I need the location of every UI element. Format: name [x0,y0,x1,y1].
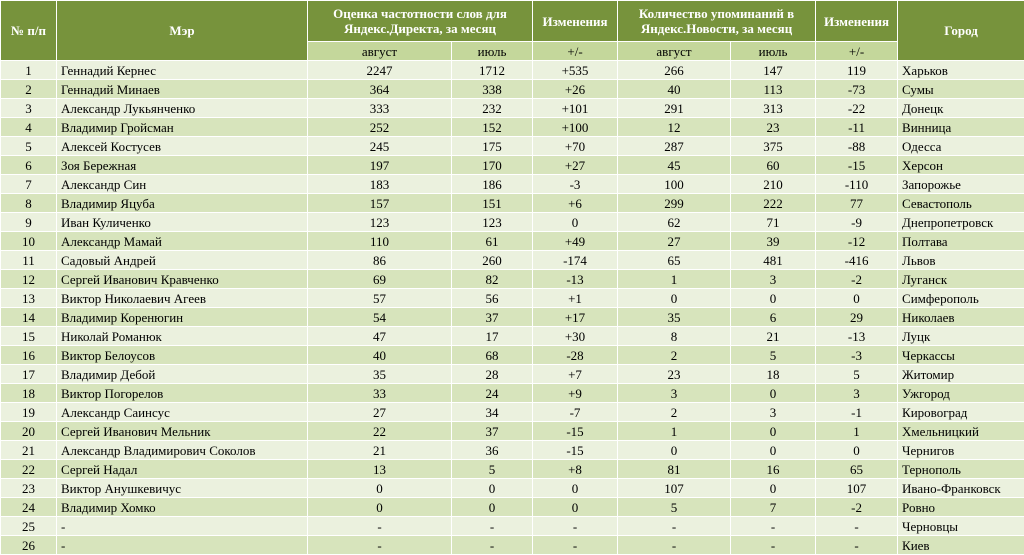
cell-num: 1 [1,61,57,80]
cell-city: Севастополь [898,194,1024,213]
cell-news-august: 2 [618,346,731,365]
cell-direct-july: 17 [452,327,533,346]
cell-news-august: 291 [618,99,731,118]
cell-direct-july: 123 [452,213,533,232]
cell-news-delta: - [816,517,898,536]
cell-news-delta: -9 [816,213,898,232]
cell-num: 21 [1,441,57,460]
cell-mayor: Сергей Надал [57,460,308,479]
cell-news-delta: 65 [816,460,898,479]
cell-city: Черновцы [898,517,1024,536]
cell-news-july: 113 [731,80,816,99]
cell-mayor: Александр Владимирович Соколов [57,441,308,460]
cell-direct-august: 54 [308,308,452,327]
cell-news-august: 40 [618,80,731,99]
table-row [1,270,1024,289]
table-row [1,308,1024,327]
cell-direct-august: 245 [308,137,452,156]
cell-direct-august: 197 [308,156,452,175]
cell-mayor: - [57,517,308,536]
cell-news-july: 7 [731,498,816,517]
cell-news-delta: 0 [816,289,898,308]
table-row [1,498,1024,517]
table-row [1,99,1024,118]
table-row [1,403,1024,422]
table-row [1,251,1024,270]
cell-direct-july: 36 [452,441,533,460]
cell-mayor: - [57,536,308,555]
table-header [1,1,1024,61]
cell-direct-delta: +101 [533,99,618,118]
cell-city: Николаев [898,308,1024,327]
cell-news-august: 23 [618,365,731,384]
cell-mayor: Сергей Иванович Мельник [57,422,308,441]
cell-mayor: Владимир Гройсман [57,118,308,137]
cell-num: 7 [1,175,57,194]
cell-news-july: 0 [731,479,816,498]
cell-city: Киев [898,536,1024,555]
cell-city: Винница [898,118,1024,137]
cell-news-july: 60 [731,156,816,175]
cell-direct-delta: +6 [533,194,618,213]
cell-city: Черкассы [898,346,1024,365]
table-row [1,194,1024,213]
cell-direct-delta: -174 [533,251,618,270]
cell-direct-delta: -3 [533,175,618,194]
cell-num: 10 [1,232,57,251]
cell-city: Ужгород [898,384,1024,403]
table-row [1,232,1024,251]
cell-num: 13 [1,289,57,308]
cell-direct-delta: -13 [533,270,618,289]
cell-direct-delta: +70 [533,137,618,156]
cell-num: 17 [1,365,57,384]
cell-direct-july: 37 [452,308,533,327]
cell-num: 25 [1,517,57,536]
cell-direct-delta: 0 [533,498,618,517]
cell-direct-july: 37 [452,422,533,441]
cell-city: Симферополь [898,289,1024,308]
header-direct-august: август [308,42,452,61]
cell-news-august: 0 [618,289,731,308]
cell-direct-delta: 0 [533,479,618,498]
cell-city: Ивано-Франковск [898,479,1024,498]
cell-direct-delta: +535 [533,61,618,80]
cell-direct-delta: +26 [533,80,618,99]
cell-city: Хмельницкий [898,422,1024,441]
cell-direct-july: 338 [452,80,533,99]
cell-direct-august: 157 [308,194,452,213]
cell-num: 20 [1,422,57,441]
cell-direct-august: - [308,517,452,536]
cell-mayor: Зоя Бережная [57,156,308,175]
cell-news-august: 299 [618,194,731,213]
cell-direct-august: 110 [308,232,452,251]
cell-news-august: 35 [618,308,731,327]
cell-mayor: Владимир Хомко [57,498,308,517]
cell-city: Луганск [898,270,1024,289]
cell-direct-august: 333 [308,99,452,118]
cell-city: Тернополь [898,460,1024,479]
cell-direct-delta: +7 [533,365,618,384]
cell-news-delta: -416 [816,251,898,270]
cell-direct-august: 35 [308,365,452,384]
table-row [1,441,1024,460]
table-row [1,346,1024,365]
cell-num: 5 [1,137,57,156]
cell-direct-august: 13 [308,460,452,479]
table-row [1,517,1024,536]
cell-news-delta: 77 [816,194,898,213]
cell-news-august: 12 [618,118,731,137]
table-row [1,384,1024,403]
cell-news-august: 3 [618,384,731,403]
cell-mayor: Геннадий Кернес [57,61,308,80]
cell-num: 23 [1,479,57,498]
cell-city: Одесса [898,137,1024,156]
cell-city: Чернигов [898,441,1024,460]
table-row [1,118,1024,137]
cell-num: 24 [1,498,57,517]
cell-news-delta: -2 [816,498,898,517]
cell-news-delta: 1 [816,422,898,441]
table-row [1,289,1024,308]
cell-city: Полтава [898,232,1024,251]
cell-direct-delta: -15 [533,422,618,441]
cell-mayor: Садовый Андрей [57,251,308,270]
cell-news-august: 1 [618,422,731,441]
header-news-group: Количество упоминаний в Яндекс.Новости, за месяц [618,1,816,42]
cell-direct-august: 183 [308,175,452,194]
cell-mayor: Алексей Костусев [57,137,308,156]
cell-news-delta: -13 [816,327,898,346]
cell-direct-july: - [452,536,533,555]
cell-direct-delta: -15 [533,441,618,460]
cell-news-august: - [618,536,731,555]
cell-news-july: 6 [731,308,816,327]
cell-news-august: 27 [618,232,731,251]
cell-direct-delta: +8 [533,460,618,479]
cell-direct-delta: - [533,536,618,555]
cell-news-august: 81 [618,460,731,479]
cell-direct-july: 61 [452,232,533,251]
header-direct-delta: +/- [533,42,618,61]
cell-direct-delta: +100 [533,118,618,137]
cell-direct-july: 0 [452,498,533,517]
cell-news-july: 0 [731,384,816,403]
cell-num: 8 [1,194,57,213]
cell-city: Львов [898,251,1024,270]
cell-direct-july: 24 [452,384,533,403]
cell-city: Житомир [898,365,1024,384]
cell-news-july: 375 [731,137,816,156]
cell-direct-delta: +17 [533,308,618,327]
cell-direct-august: 86 [308,251,452,270]
cell-num: 6 [1,156,57,175]
cell-mayor: Виктор Николаевич Агеев [57,289,308,308]
table-row [1,213,1024,232]
cell-num: 12 [1,270,57,289]
cell-news-july: 21 [731,327,816,346]
cell-direct-july: 170 [452,156,533,175]
cell-news-august: 5 [618,498,731,517]
cell-direct-delta: +30 [533,327,618,346]
cell-news-delta: -2 [816,270,898,289]
cell-city: Днепропетровск [898,213,1024,232]
cell-direct-july: 56 [452,289,533,308]
table-row [1,137,1024,156]
table-row [1,460,1024,479]
header-news-august: август [618,42,731,61]
table-row [1,422,1024,441]
cell-mayor: Геннадий Минаев [57,80,308,99]
cell-direct-delta: -28 [533,346,618,365]
header-num: № п/п [1,1,57,61]
header-direct-july: июль [452,42,533,61]
cell-news-july: 39 [731,232,816,251]
cell-news-july: 0 [731,289,816,308]
cell-news-delta: 5 [816,365,898,384]
cell-news-august: 287 [618,137,731,156]
cell-num: 2 [1,80,57,99]
cell-direct-july: 186 [452,175,533,194]
cell-news-august: 8 [618,327,731,346]
cell-direct-august: 22 [308,422,452,441]
cell-news-delta: -12 [816,232,898,251]
cell-num: 15 [1,327,57,346]
cell-mayor: Александр Саинсус [57,403,308,422]
cell-news-july: 23 [731,118,816,137]
cell-direct-july: 152 [452,118,533,137]
cell-news-delta: 107 [816,479,898,498]
cell-direct-july: 28 [452,365,533,384]
cell-direct-august: - [308,536,452,555]
cell-news-august: 0 [618,441,731,460]
cell-direct-august: 27 [308,403,452,422]
cell-num: 26 [1,536,57,555]
cell-news-delta: -15 [816,156,898,175]
cell-news-delta: 3 [816,384,898,403]
table-row [1,479,1024,498]
cell-mayor: Сергей Иванович Кравченко [57,270,308,289]
header-mayor: Мэр [57,1,308,61]
cell-mayor: Иван Куличенко [57,213,308,232]
cell-news-august: 1 [618,270,731,289]
cell-mayor: Владимир Дебой [57,365,308,384]
cell-direct-august: 33 [308,384,452,403]
cell-news-july: 222 [731,194,816,213]
cell-direct-august: 57 [308,289,452,308]
cell-num: 11 [1,251,57,270]
cell-news-delta: -73 [816,80,898,99]
cell-mayor: Александр Мамай [57,232,308,251]
cell-direct-august: 21 [308,441,452,460]
cell-news-august: 100 [618,175,731,194]
table-row [1,61,1024,80]
cell-news-delta: -11 [816,118,898,137]
cell-news-july: - [731,536,816,555]
cell-direct-august: 47 [308,327,452,346]
cell-direct-july: 175 [452,137,533,156]
cell-num: 16 [1,346,57,365]
cell-direct-august: 2247 [308,61,452,80]
cell-city: Донецк [898,99,1024,118]
cell-direct-august: 364 [308,80,452,99]
cell-direct-july: 151 [452,194,533,213]
cell-news-delta: 0 [816,441,898,460]
cell-news-august: 266 [618,61,731,80]
cell-direct-delta: +27 [533,156,618,175]
header-changes-direct: Изменения [533,1,618,42]
table-row [1,365,1024,384]
header-news-july: июль [731,42,816,61]
cell-city: Запорожье [898,175,1024,194]
cell-news-august: 45 [618,156,731,175]
cell-mayor: Владимир Коренюгин [57,308,308,327]
cell-direct-august: 40 [308,346,452,365]
table-row [1,80,1024,99]
cell-direct-delta: 0 [533,213,618,232]
cell-news-delta: -22 [816,99,898,118]
cell-news-july: 5 [731,346,816,365]
cell-news-july: 3 [731,403,816,422]
cell-mayor: Владимир Яцуба [57,194,308,213]
cell-num: 22 [1,460,57,479]
cell-num: 3 [1,99,57,118]
cell-news-july: 313 [731,99,816,118]
table-row [1,175,1024,194]
cell-news-july: 0 [731,441,816,460]
cell-city: Ровно [898,498,1024,517]
header-city: Город [898,1,1024,61]
cell-news-august: 107 [618,479,731,498]
cell-direct-july: 68 [452,346,533,365]
cell-news-delta: -1 [816,403,898,422]
cell-direct-delta: +9 [533,384,618,403]
cell-news-delta: 29 [816,308,898,327]
cell-direct-august: 123 [308,213,452,232]
cell-news-july: 481 [731,251,816,270]
cell-direct-july: 1712 [452,61,533,80]
cell-news-july: - [731,517,816,536]
cell-mayor: Виктор Погорелов [57,384,308,403]
cell-direct-july: 260 [452,251,533,270]
cell-direct-delta: - [533,517,618,536]
header-changes-news: Изменения [816,1,898,42]
cell-news-july: 3 [731,270,816,289]
cell-direct-july: - [452,517,533,536]
cell-mayor: Виктор Анушкевичус [57,479,308,498]
cell-news-delta: -3 [816,346,898,365]
cell-news-july: 18 [731,365,816,384]
cell-news-august: - [618,517,731,536]
cell-news-august: 62 [618,213,731,232]
cell-news-delta: -88 [816,137,898,156]
table-row [1,327,1024,346]
cell-city: Кировоград [898,403,1024,422]
cell-mayor: Виктор Белоусов [57,346,308,365]
cell-direct-july: 0 [452,479,533,498]
cell-city: Луцк [898,327,1024,346]
cell-num: 4 [1,118,57,137]
cell-news-july: 0 [731,422,816,441]
cell-mayor: Александр Син [57,175,308,194]
table-row [1,536,1024,555]
header-direct-group: Оценка частотности слов для Яндекс.Директа, за месяц [308,1,533,42]
cell-direct-july: 34 [452,403,533,422]
cell-num: 18 [1,384,57,403]
cell-news-delta: 119 [816,61,898,80]
cell-news-july: 210 [731,175,816,194]
cell-news-july: 16 [731,460,816,479]
cell-news-delta: - [816,536,898,555]
cell-direct-delta: -7 [533,403,618,422]
header-news-delta: +/- [816,42,898,61]
cell-mayor: Николай Романюк [57,327,308,346]
cell-direct-july: 5 [452,460,533,479]
cell-news-july: 147 [731,61,816,80]
cell-direct-august: 69 [308,270,452,289]
cell-direct-delta: +49 [533,232,618,251]
cell-news-august: 2 [618,403,731,422]
cell-city: Сумы [898,80,1024,99]
cell-direct-july: 82 [452,270,533,289]
cell-direct-august: 0 [308,479,452,498]
cell-news-august: 65 [618,251,731,270]
cell-city: Харьков [898,61,1024,80]
cell-news-july: 71 [731,213,816,232]
cell-mayor: Александр Лукьянченко [57,99,308,118]
cell-direct-august: 252 [308,118,452,137]
cell-city: Херсон [898,156,1024,175]
cell-news-delta: -110 [816,175,898,194]
cell-num: 14 [1,308,57,327]
cell-direct-august: 0 [308,498,452,517]
table-body [1,61,1024,555]
cell-num: 9 [1,213,57,232]
cell-direct-july: 232 [452,99,533,118]
cell-direct-delta: +1 [533,289,618,308]
cell-num: 19 [1,403,57,422]
table-row [1,156,1024,175]
